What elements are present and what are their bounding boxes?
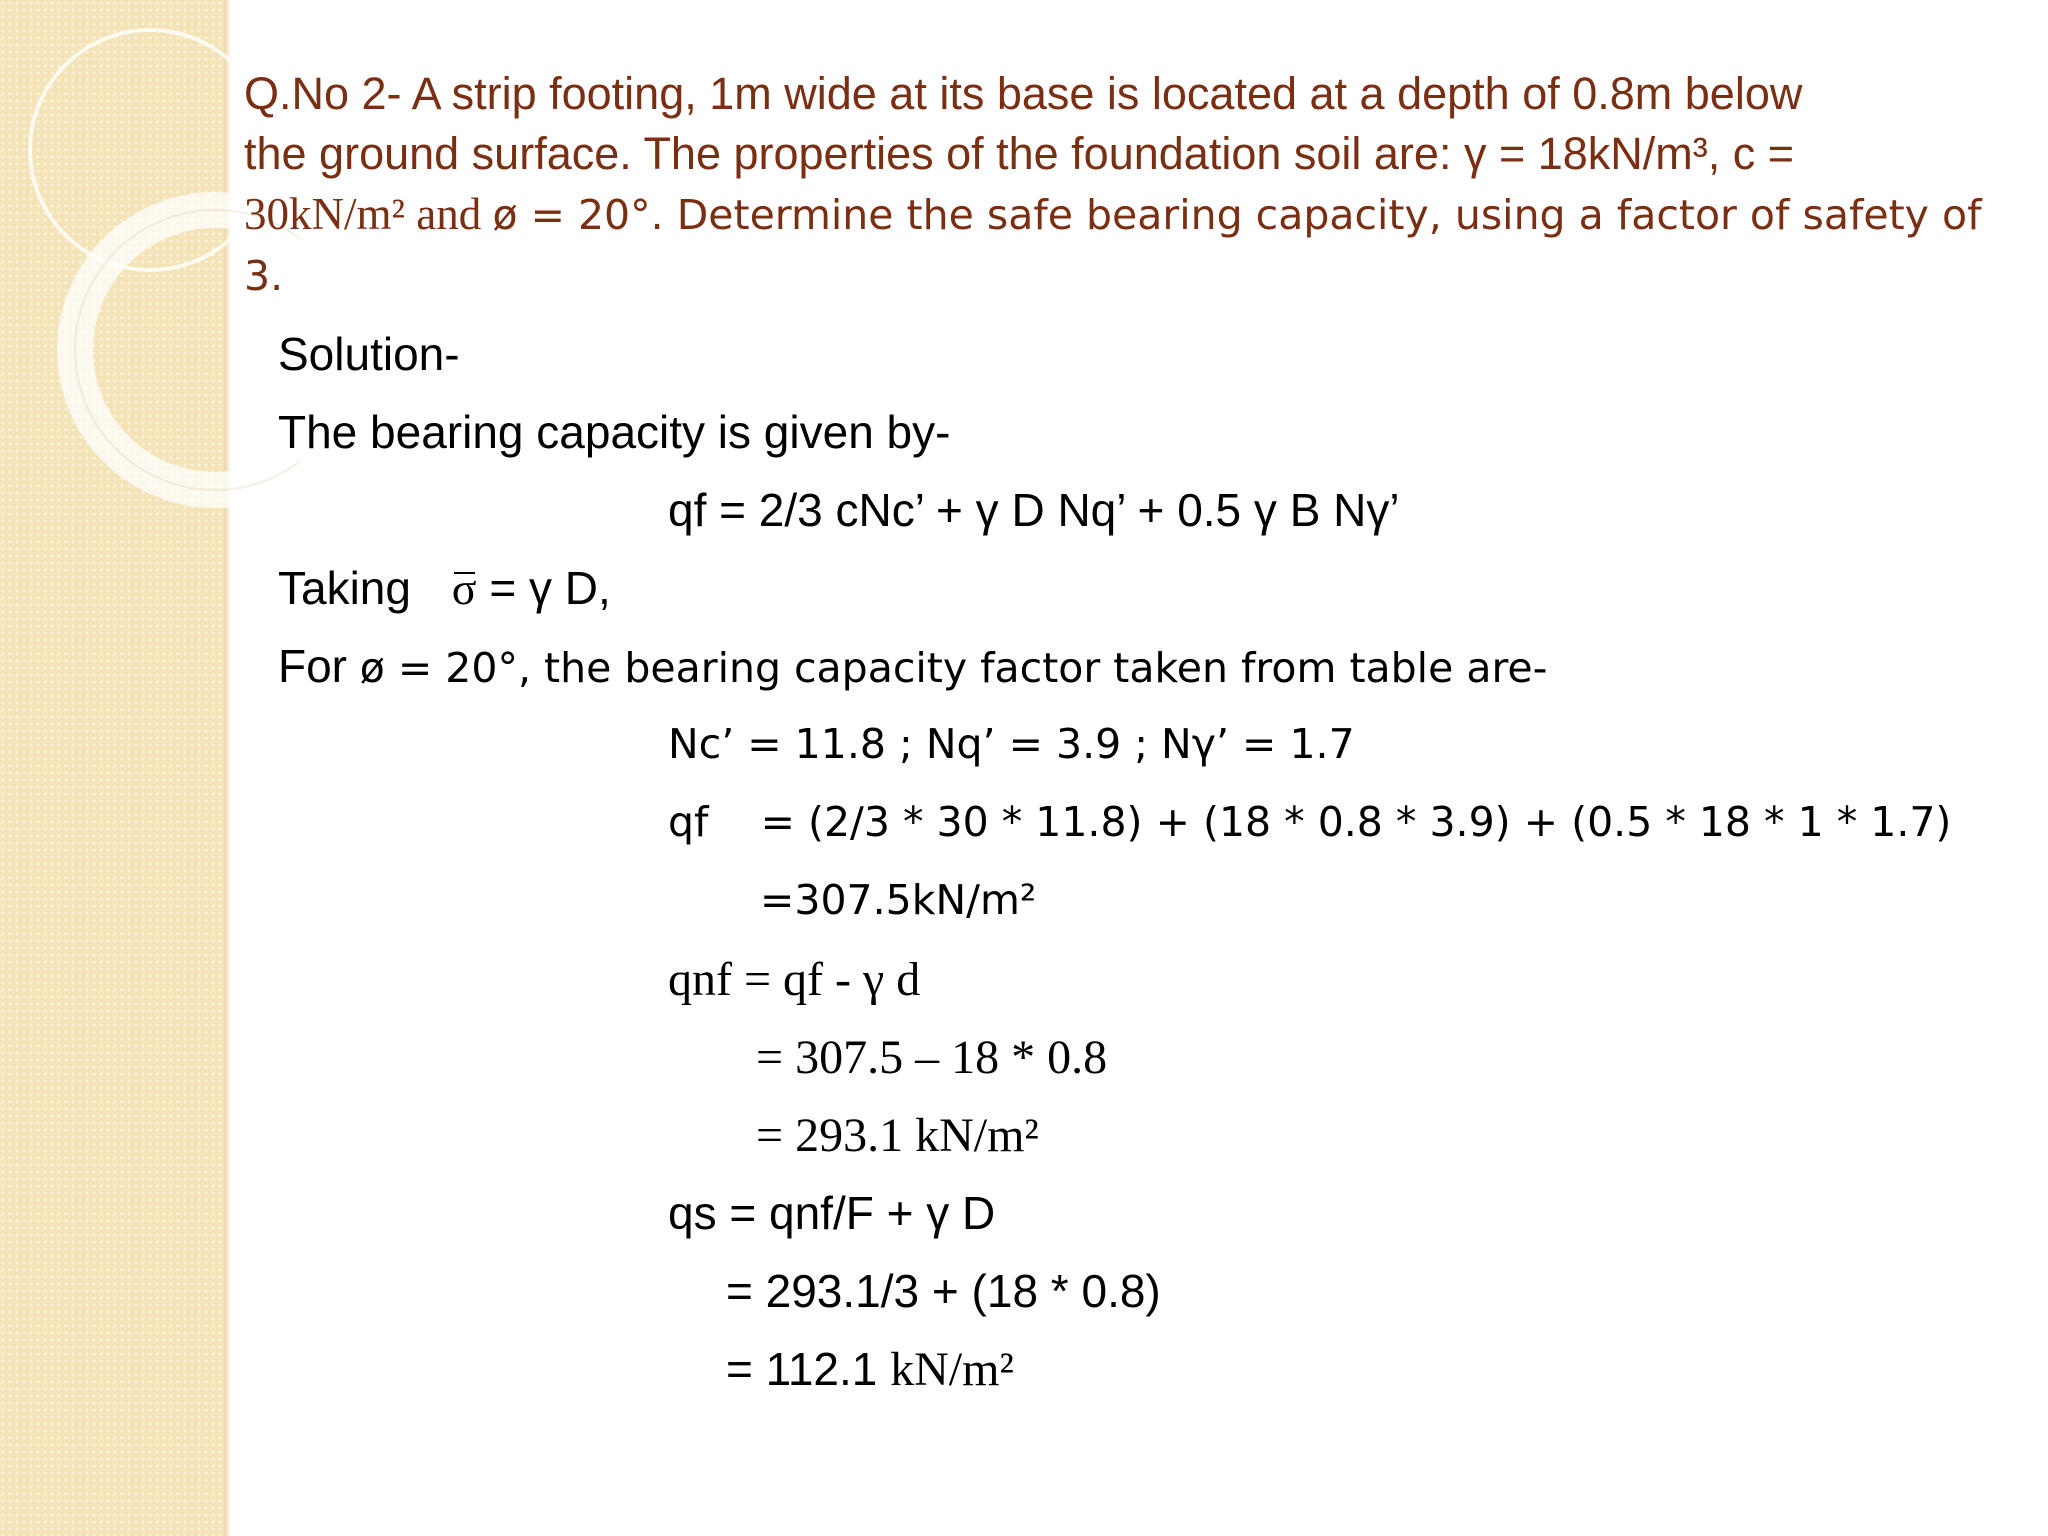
qnf-definition: qnf = qf - γ d: [668, 953, 921, 1006]
taking-suffix: = γ D,: [489, 562, 611, 614]
solution-intro: The bearing capacity is given by-: [278, 406, 951, 458]
for-prefix: For: [278, 640, 360, 692]
qs-definition: qs = qnf/F + γ D: [668, 1187, 996, 1239]
question-line-3b: ø = 20°. Determine the safe bearing capacity, using a factor of safety of: [492, 191, 1982, 239]
qs-result: [726, 1342, 1014, 1397]
qs-result-unit: kN/m²: [890, 1343, 1014, 1396]
question-line-3: [244, 188, 1982, 240]
taking-line: [278, 561, 611, 615]
qf-result: =307.5kN/m²: [760, 876, 1037, 924]
question-line-2: the ground surface. The properties of the foundation soil are: γ = 18kN/m³, c =: [244, 128, 1795, 179]
question-line-3a: 30kN/m² and: [244, 189, 493, 239]
capacity-factors: Nc’ = 11.8 ; Nq’ = 3.9 ; Nγ’ = 1.7: [668, 720, 1355, 768]
qnf-result: = 293.1 kN/m²: [756, 1109, 1039, 1162]
for-rest: ø = 20°, the bearing capacity factor taken from table are-: [359, 644, 1548, 692]
qs-result-number: = 112.1: [726, 1343, 891, 1395]
sigma-bar-symbol: σ: [451, 563, 477, 614]
qf-calculation: qf = (2/3 * 30 * 11.8) + (18 * 0.8 * 3.9) + (0.5 * 18 * 1 * 1.7): [668, 798, 1952, 846]
for-line: [278, 639, 1547, 693]
question-line-4: 3.: [244, 252, 284, 300]
question-line-1: Q.No 2- A strip footing, 1m wide at its base is located at a depth of 0.8m below: [244, 68, 1803, 119]
solution-heading: Solution-: [278, 328, 460, 380]
taking-prefix: Taking: [278, 562, 411, 614]
qs-calculation: = 293.1/3 + (18 * 0.8): [726, 1265, 1161, 1317]
qnf-calculation: = 307.5 – 18 * 0.8: [756, 1031, 1108, 1084]
bearing-formula: qf = 2/3 cNc’ + γ D Nq’ + 0.5 γ B Nγ’: [668, 484, 1400, 536]
